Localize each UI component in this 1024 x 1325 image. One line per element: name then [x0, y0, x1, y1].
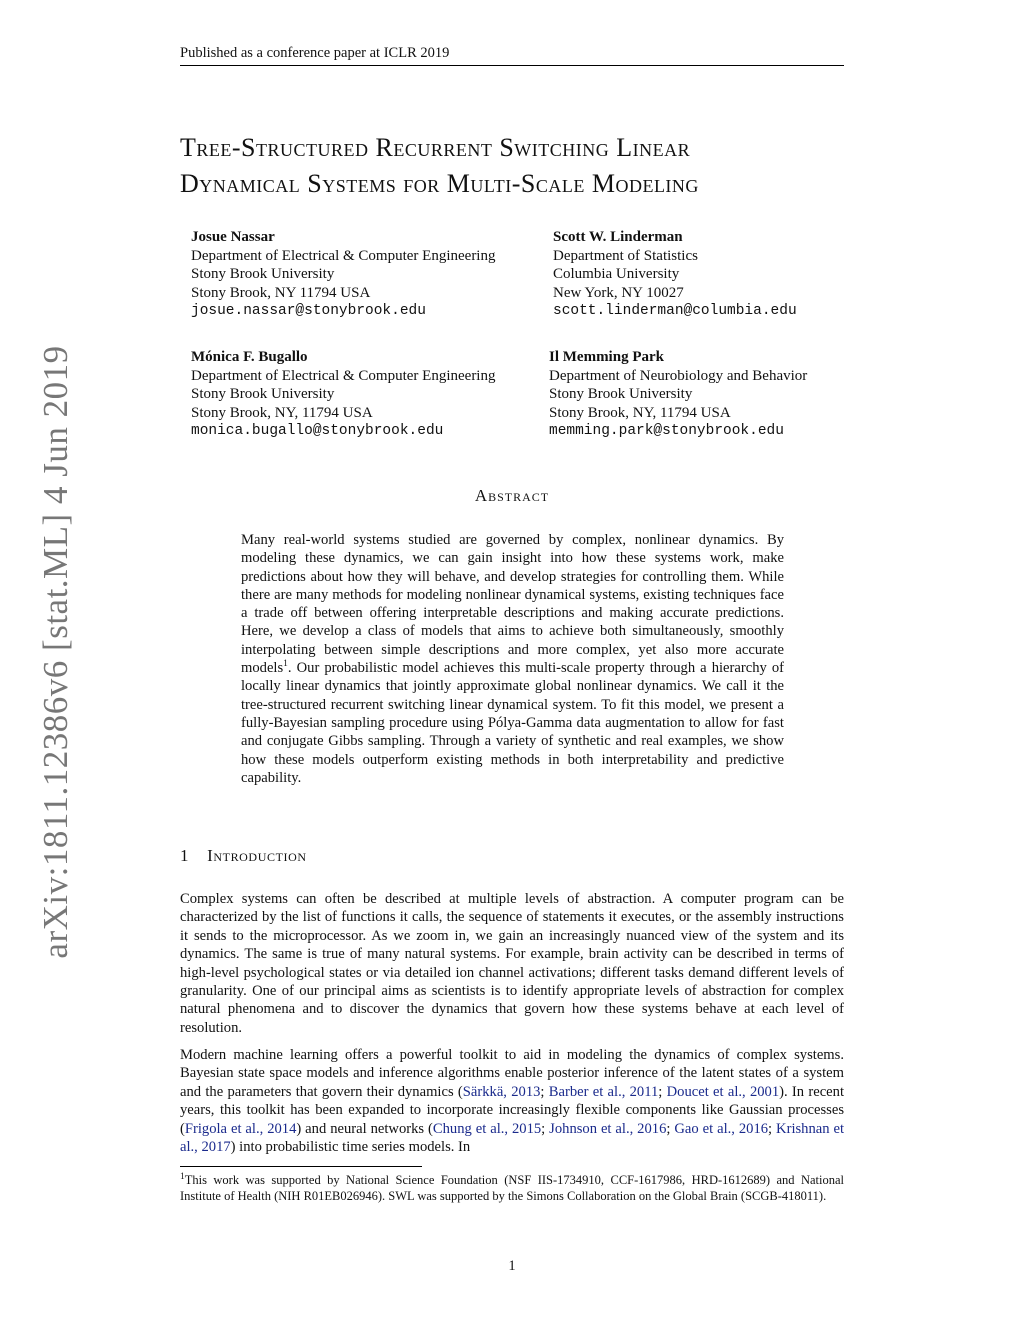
citation-link[interactable]: Särkkä, 2013 — [462, 1083, 541, 1100]
citation-link[interactable]: Barber et al., 2011 — [548, 1083, 659, 1100]
citation-link[interactable]: Gao et al., 2016 — [674, 1120, 769, 1137]
author-department: Department of Electrical & Computer Engineering — [191, 247, 496, 264]
arxiv-stamp: arXiv:1811.12386v6 [stat.ML] 4 Jun 2019 — [36, 345, 75, 959]
citation-separator: ; — [666, 1120, 675, 1137]
citation-separator: ; — [658, 1083, 667, 1100]
author-block-3 — [191, 348, 495, 441]
paragraph-text: ) and neural networks ( — [296, 1120, 433, 1137]
title-line-1: Tree-Structured Recurrent Switching Linear — [180, 133, 691, 162]
abstract-text-part1: Many real-world systems studied are governed by complex, nonlinear dynamics. By modeling these dynamics, we can gain insight into how these systems work, make predictions about how they will behave, and develop strategies for controlling them. While there are many methods for modeling nonlinear dynamical systems, existing techniques face a trade off between offering interpretable descriptions and making accurate predictions. Here, we develop a class of models that aims to achieve both simultaneously, smoothly interpolating between simple descriptions and more complex, yet also more accurate models — [241, 532, 784, 677]
author-institution: Stony Brook University — [191, 266, 335, 282]
author-location: Stony Brook, NY, 11794 USA — [191, 404, 373, 421]
citation-link[interactable]: Chung et al., 2015 — [432, 1120, 542, 1137]
citation-link[interactable]: Frigola et al., 2014 — [184, 1120, 297, 1137]
paragraph-text: Complex systems can often be described at multiple levels of abstraction. A computer program can be characterized by the list of functions it calls, the sequence of statements it executes, or the assembly instructions it sends to the microprocessor. As we zoom in, we gain an increasingly nuanced view of the system and its dynamics. The same is true of many natural systems. For example, brain activity can be described in terms of high-level psychological states or via detailed ion channel activations; different tasks demand different levels of granularity. One of our principal aims as scientists is to identify appropriate levels of abstraction for complex natural phenomena and to discover the dynamics that govern how these systems behave at each level of resolution. — [180, 891, 844, 1036]
author-name: Josue Nassar — [191, 229, 275, 245]
author-email[interactable]: monica.bugallo@stonybrook.edu — [191, 423, 444, 439]
section-heading-introduction — [180, 846, 307, 866]
author-department: Department of Neurobiology and Behavior — [549, 367, 808, 384]
abstract-heading: Abstract — [474, 486, 550, 505]
author-email[interactable]: josue.nassar@stonybrook.edu — [191, 303, 426, 319]
page-number: 1 — [508, 1258, 516, 1274]
author-name: Mónica F. Bugallo — [191, 349, 308, 365]
running-header: Published as a conference paper at ICLR 2019 — [180, 44, 844, 66]
citation-link[interactable]: Doucet et al., 2001 — [666, 1083, 780, 1100]
author-department: Department of Electrical & Computer Engineering — [191, 367, 496, 384]
footnote-marker[interactable]: 1 — [283, 659, 288, 670]
paragraph-text: Modern machine learning offers a powerful toolkit to aid in modeling the dynamics of complex systems. Bayesian state space models and inference algorithms enable posterior inference of the latent states of a system and the parameters that govern their dynamics ( — [180, 1047, 844, 1100]
citation-separator: ; — [541, 1120, 550, 1137]
author-name: Scott W. Linderman — [553, 229, 683, 245]
intro-paragraph-1 — [180, 890, 844, 1037]
author-block-4 — [549, 348, 807, 441]
author-block-1 — [191, 228, 495, 321]
citation-link[interactable]: Johnson et al., 2016 — [549, 1120, 667, 1137]
footnote — [180, 1172, 844, 1204]
author-location: Stony Brook, NY 11794 USA — [191, 284, 371, 301]
title-line-2: Dynamical Systems for Multi-Scale Modeling — [180, 169, 699, 198]
section-number: 1 — [180, 846, 190, 865]
footnote-divider — [180, 1166, 422, 1167]
abstract-body — [241, 531, 784, 787]
author-department: Department of Statistics — [553, 247, 698, 264]
intro-paragraph-2 — [180, 1046, 844, 1156]
section-title: Introduction — [207, 846, 307, 865]
paper-title — [180, 130, 860, 202]
abstract-text-part2: . Our probabilistic model achieves this multi-scale property through a hierarchy of locally linear dynamics that jointly approximate global nonlinear dynamics. We call it the tree-structured recurrent switching linear dynamical system. To fit this model, we present a fully-Bayesian sampling procedure using Pólya-Gamma data augmentation to allow for fast and conjugate Gibbs sampling. Through a variety of synthetic and real examples, we show how these models outperform existing methods in both interpretability and predictive capability. — [241, 660, 784, 786]
author-institution: Columbia University — [553, 266, 680, 282]
author-email[interactable]: memming.park@stonybrook.edu — [549, 423, 784, 439]
paragraph-text: ) into probabilistic time series models. In — [230, 1139, 471, 1156]
footnote-number: 1 — [180, 1171, 185, 1182]
author-block-2 — [553, 228, 797, 321]
author-location: New York, NY 10027 — [553, 284, 684, 301]
paragraph-text: ). In recent years, this toolkit has been expanded to incorporate increasingly flexible components like Gaussian processes ( — [180, 1083, 844, 1137]
author-location: Stony Brook, NY, 11794 USA — [549, 404, 731, 421]
author-institution: Stony Brook University — [191, 386, 335, 402]
citation-link[interactable]: Krishnan et al., 2017 — [180, 1120, 845, 1156]
citation-separator: ; — [540, 1083, 549, 1100]
citation-separator: ; — [768, 1120, 777, 1137]
author-email[interactable]: scott.linderman@columbia.edu — [553, 303, 797, 319]
author-institution: Stony Brook University — [549, 386, 693, 402]
footnote-text: This work was supported by National Science Foundation (NSF IIS-1734910, CCF-1617986, HRD-1612689) and National Institute of Health (NIH R01EB026946). SWL was supported by the Simons Collaboration on the Global Brain (SCGB-418011). — [180, 1173, 844, 1203]
author-name: Il Memming Park — [549, 349, 664, 365]
